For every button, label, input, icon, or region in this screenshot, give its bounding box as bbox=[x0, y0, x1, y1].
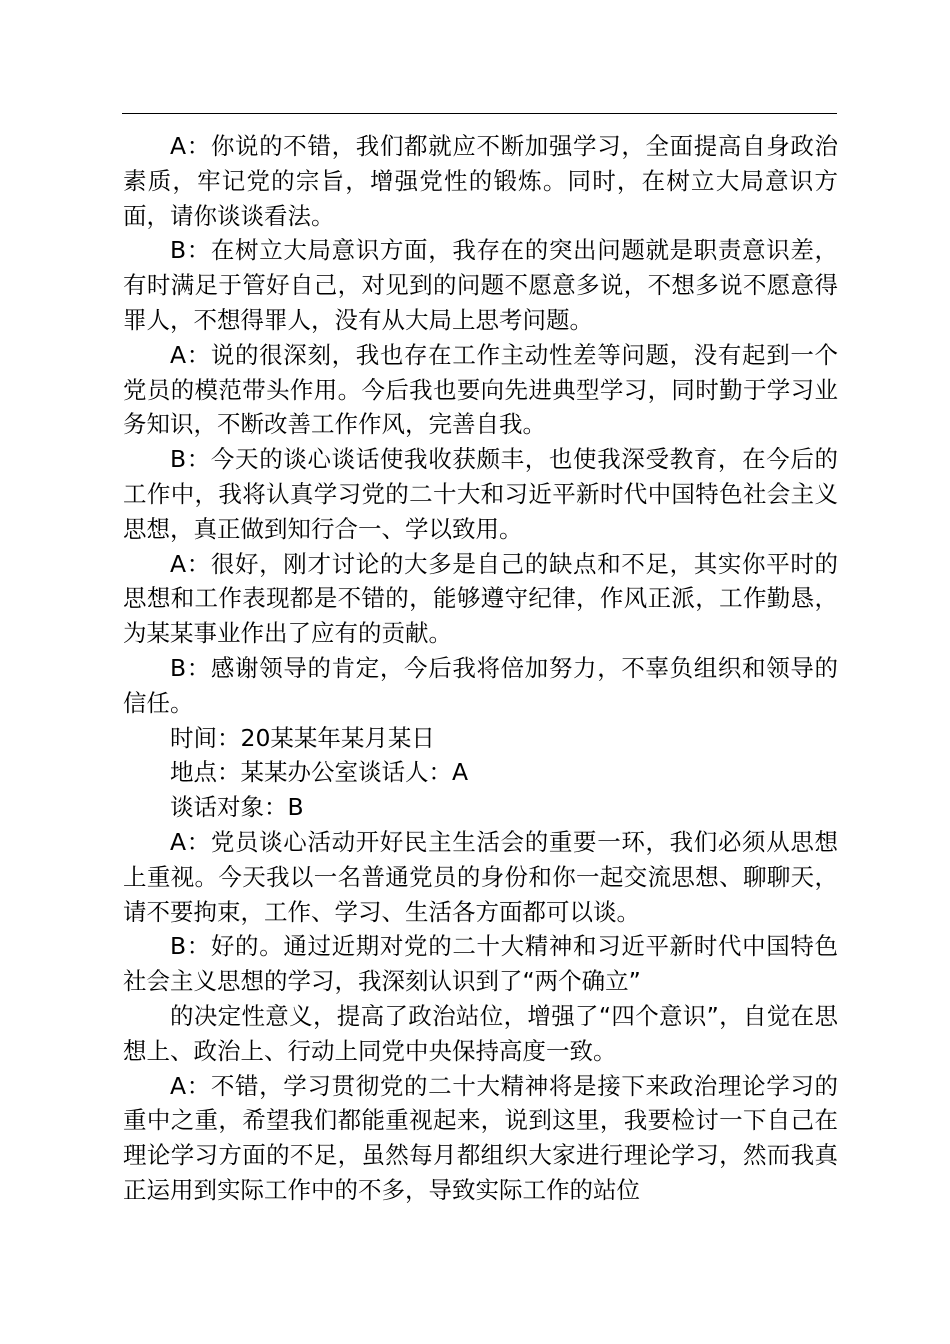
meta-interviewee: 谈话对象：B bbox=[170, 793, 304, 822]
header-rule bbox=[122, 113, 837, 114]
paragraph: A：党员谈心活动开好民主生活会的重要一环，我们必须从思想上重视。今天我以一名普通党员的身份和你一起交流思想、聊聊天，请不要拘束，工作、学习、生活各方面都可以谈。 bbox=[123, 827, 838, 926]
paragraph: B：今天的谈心谈话使我收获颇丰，也使我深受教育，在今后的工作中，我将认真学习党的二十大和习近平新时代中国特色社会主义思想，真正做到知行合一、学以致用。 bbox=[123, 445, 838, 543]
paragraph: 的决定性意义，提高了政治站位，增强了“四个意识”，自觉在思想上、政治上、行动上同党中央保持高度一致。 bbox=[123, 1001, 838, 1065]
paragraph: A：说的很深刻，我也存在工作主动性差等问题，没有起到一个党员的模范带头作用。今后我也要向先进典型学习，同时勤于学习业务知识，不断改善工作作风，完善自我。 bbox=[123, 340, 838, 439]
meta-time: 时间：20某某年某月某日 bbox=[170, 723, 435, 752]
paragraph: A：很好，刚才讨论的大多是自己的缺点和不足，其实你平时的思想和工作表现都是不错的，能够遵守纪律，作风正派，工作勤恳，为某某事业作出了应有的贡献。 bbox=[123, 549, 838, 648]
paragraph: A：不错，学习贯彻党的二十大精神将是接下来政治理论学习的重中之重，希望我们都能重视起来，说到这里，我要检讨一下自己在理论学习方面的不足，虽然每月都组织大家进行理论学习，然而我真正运用到实际工作中的不多，导致实际工作的站位 bbox=[123, 1071, 838, 1204]
meta-location-speaker: 地点：某某办公室谈话人：A bbox=[170, 758, 469, 787]
paragraph: B：感谢领导的肯定，今后我将倍加努力，不辜负组织和领导的信任。 bbox=[123, 653, 838, 717]
paragraph: B：好的。通过近期对党的二十大精神和习近平新时代中国特色社会主义思想的学习，我深刻认识到了“两个确立” bbox=[123, 932, 838, 996]
paragraph: B：在树立大局意识方面，我存在的突出问题就是职责意识差，有时满足于管好自己，对见到的问题不愿意多说，不想多说不愿意得罪人，不想得罪人，没有从大局上思考问题。 bbox=[123, 236, 838, 334]
document-body bbox=[123, 129, 838, 1208]
paragraph: A：你说的不错，我们都就应不断加强学习，全面提高自身政治素质，牢记党的宗旨，增强党性的锻炼。同时，在树立大局意识方面，请你谈谈看法。 bbox=[123, 132, 838, 230]
